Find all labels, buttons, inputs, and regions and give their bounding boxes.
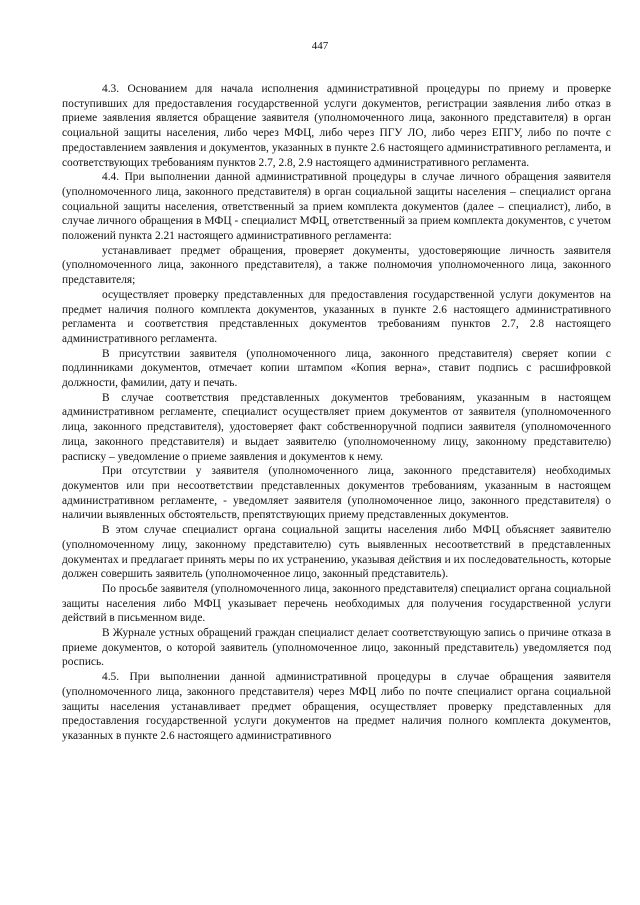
document-body	[62, 82, 611, 744]
page-number: 447	[311, 40, 329, 52]
paragraph-4-3: 4.3. Основанием для начала исполнения административной процедуры по приему и проверке поступивших для предоставления государственной услуги документов, регистрации заявления либо отказ в приеме заявления является обращение заявителя (уполномоченного лица, законного представителя) в орган социальной защиты населения, либо через МФЦ, либо через ПГУ ЛО, либо через ЕПГУ, либо по почте с предоставлением заявления и документов, указанных в пункте 2.6 настоящего административного регламента, и соответствующих требованиям пунктов 2.7, 2.8, 2.9 настоящего административного регламента.	[62, 83, 611, 169]
paragraph-identity-check: устанавливает предмет обращения, проверяет документы, удостоверяющие личность заявителя (уполномоченного лица, законного представителя), а также полномочия уполномоченного лица, законного представителя;	[62, 244, 611, 287]
paragraph-journal-record: В Журнале устных обращений граждан специалист делает соответствующую запись о причине отказа в приеме документов, о которой заявитель (уполномоченное лицо, законный представитель) уведомляется под роспись.	[62, 627, 611, 669]
paragraph-copies-verification: В присутствии заявителя (уполномоченного лица, законного представителя) сверяет копии с подлинниками документов, отмечает копии штампом «Копия верна», ставит подпись с расшифровкой должности, фамилии, дату и печать.	[62, 347, 611, 390]
paragraph-4-5: 4.5. При выполнении данной административной процедуры в случае обращения заявителя (уполномоченного лица, законного представителя) через МФЦ либо по почте специалист органа социальной защиты населения устанавливает предмет обращения, осуществляет проверку представленных для предоставления государственной услуги документов на предмет наличия полного комплекта документов, указанных в пункте 2.6 настоящего административного	[62, 671, 611, 742]
paragraph-missing-documents: При отсутствии у заявителя (уполномоченного лица, законного представителя) необходимых документов или при несоответствии представленных документов требованиям, указанным в настоящем административном регламенте, - уведомляет заявителя (уполномоченное лицо, законного представителя) о наличии выявленных обстоятельств, препятствующих приему представленных документов.	[62, 465, 611, 522]
paragraph-4-4: 4.4. При выполнении данной административной процедуры в случае личного обращения заявителя (уполномоченного лица, законного представителя) в орган социальной защиты населения – специалист органа социальной защиты населения, ответственный за прием комплекта документов (далее – специалист), либо, в случае личного обращения в МФЦ - специалист МФЦ, ответственный за прием комплекта документов, с учетом положений пункта 2.21 настоящего административного регламента:	[62, 171, 611, 243]
paragraph-documents-acceptance: В случае соответствия представленных документов требованиям, указанным в настоящем административном регламенте, специалист осуществляет прием документов от заявителя (уполномоченного лица, законного представителя), удостоверяет факт собственноручной подписи заявителя (уполномоченного лица, законного представителя) и выдает заявителю (уполномоченному лицу, законному представителю) расписку – уведомление о приеме заявления и документов к нему.	[62, 391, 611, 463]
paragraph-written-list: По просьбе заявителя (уполномоченного лица, законного представителя) специалист органа социальной защиты населения либо МФЦ указывает перечень необходимых для получения государственной услуги действий в письменном виде.	[62, 582, 611, 625]
paragraph-explanation: В этом случае специалист органа социальной защиты населения либо МФЦ объясняет заявителю (уполномоченному лицу, законному представителю) суть выявленных несоответствий в представленных документах и предлагает принять меры по их устранению, указывая действия и их последовательность, которые должен совершить заявитель (уполномоченное лицо, законный представитель).	[62, 524, 611, 581]
paragraph-documents-check: осуществляет проверку представленных для предоставления государственной услуги документов на предмет наличия полного комплекта документов, указанных в пункте 2.6 настоящего административного регламента и соответствия представленных документов требованиям пунктов 2.7, 2.8 настоящего административного регламента.	[62, 288, 611, 345]
